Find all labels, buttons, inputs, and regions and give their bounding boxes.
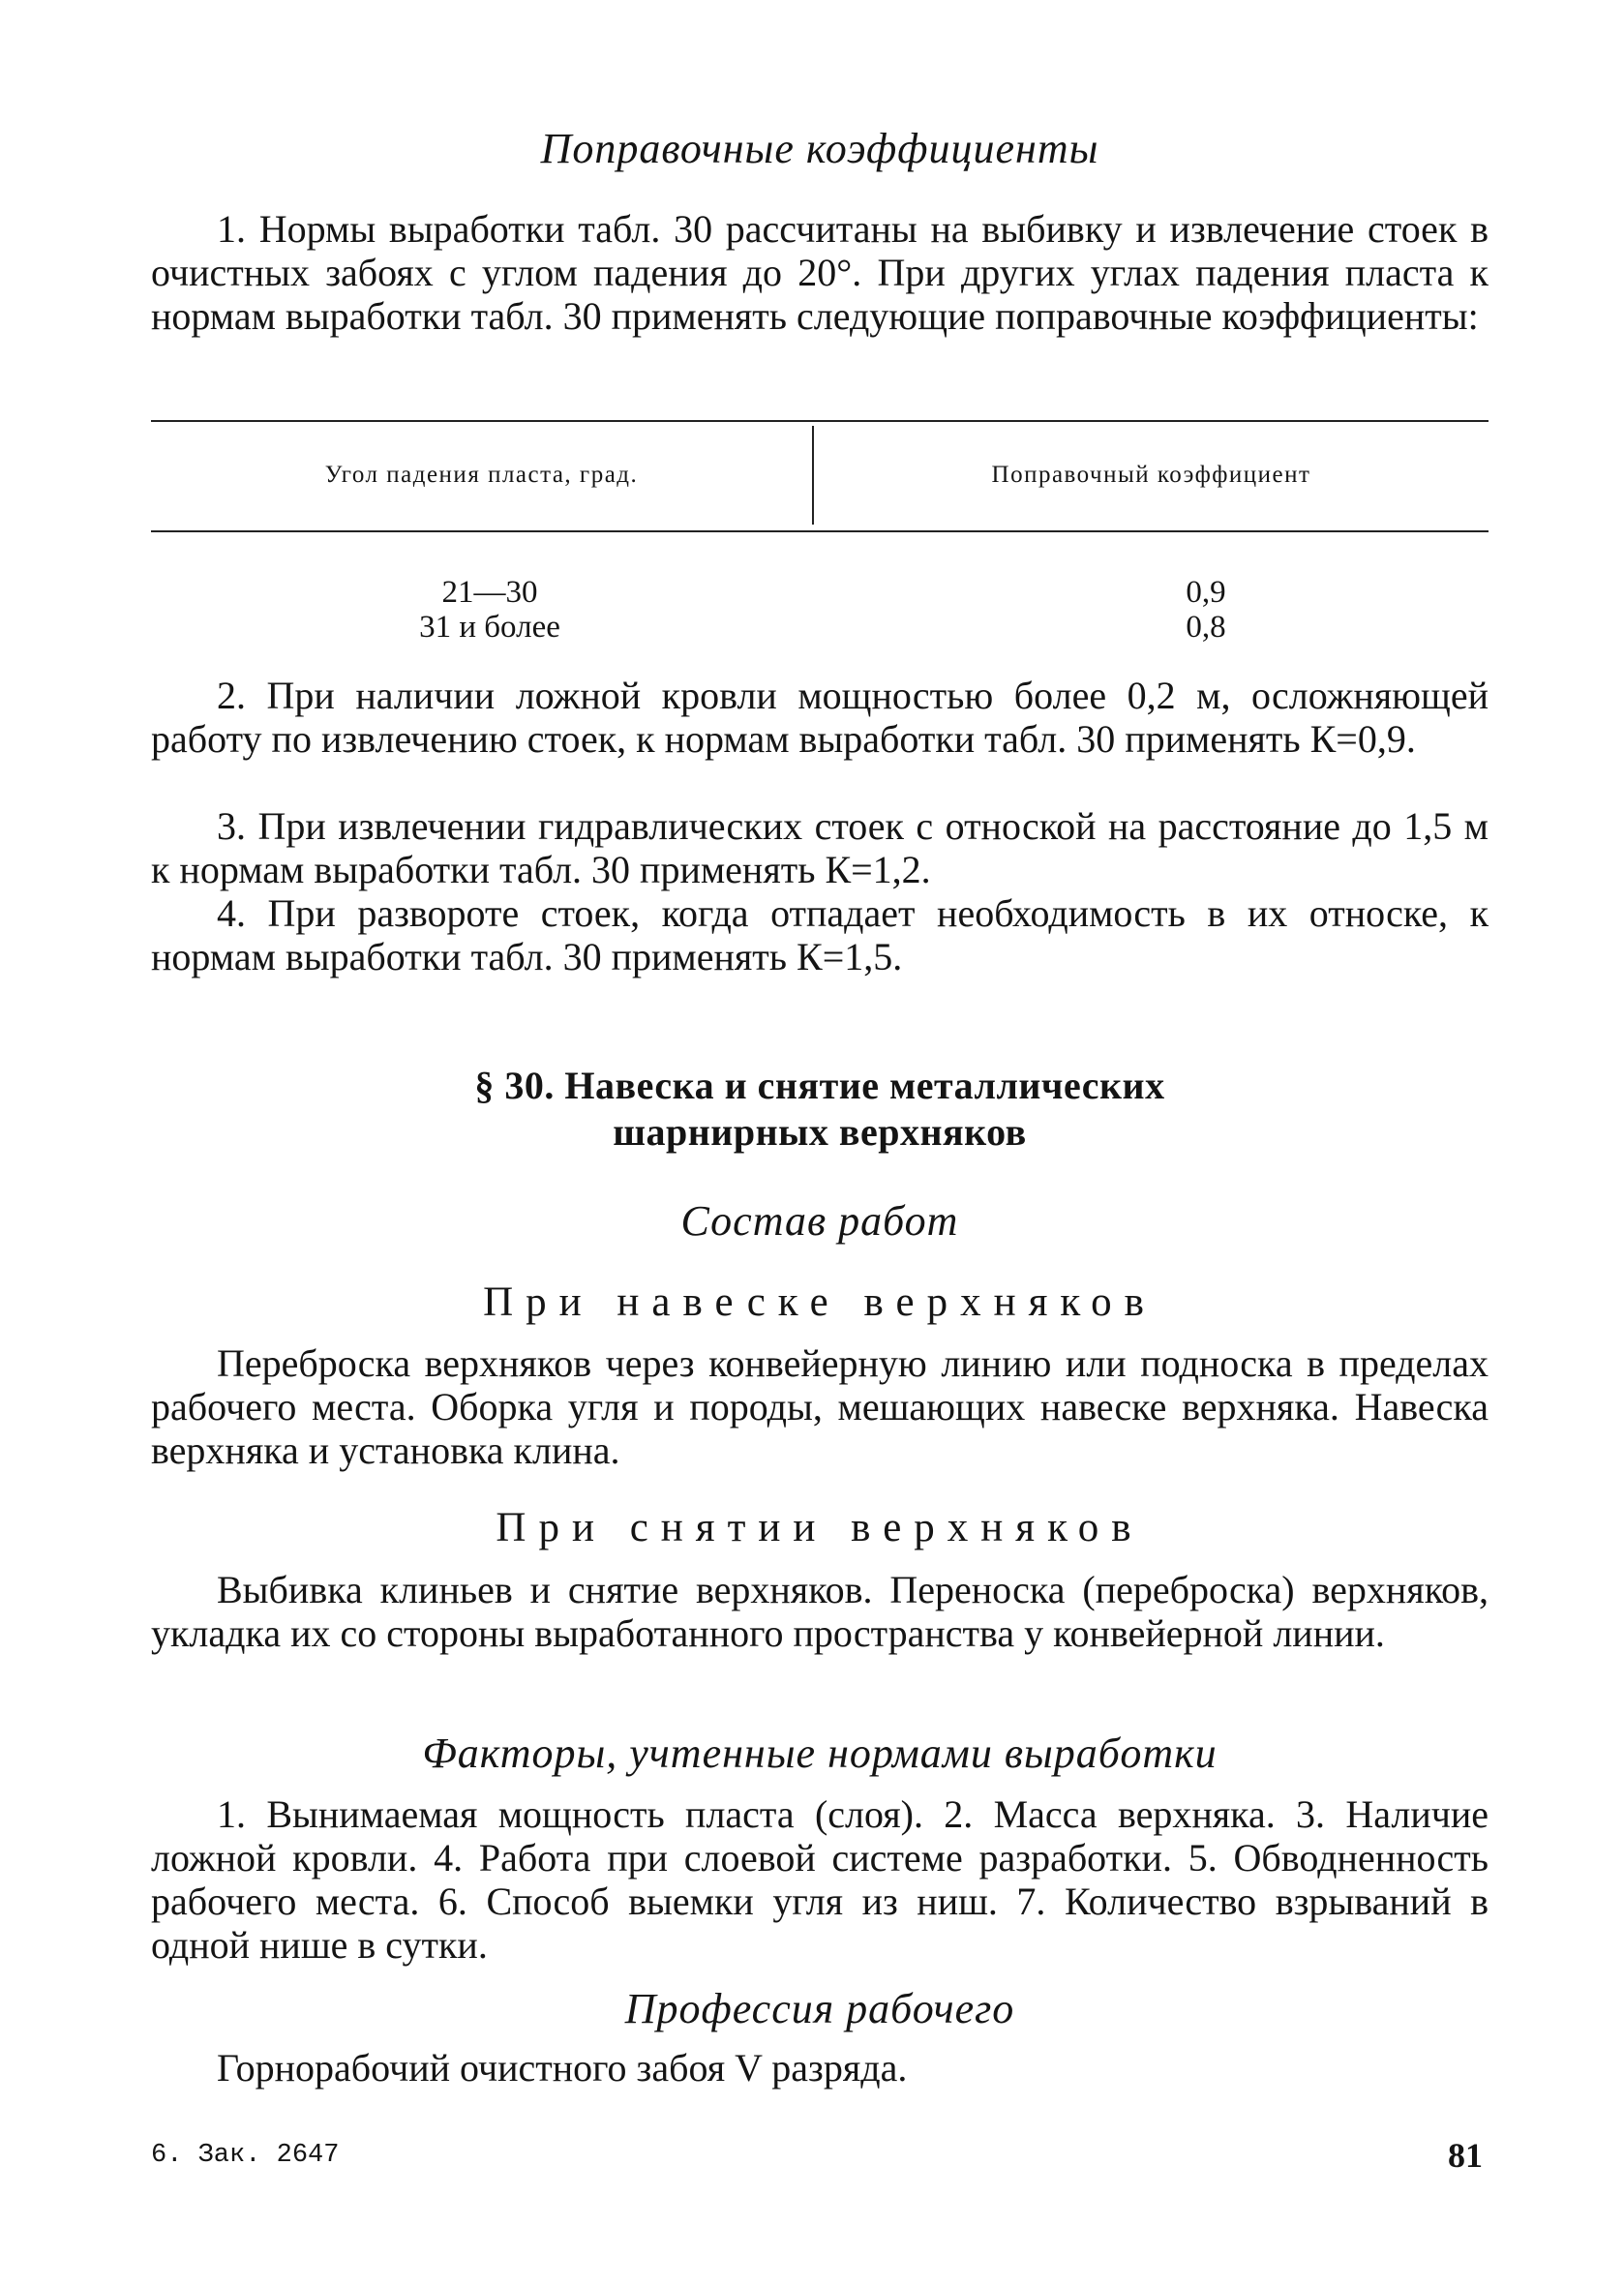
corrections-table: [151, 420, 1489, 643]
table-cell-coefficient: 0,9: [1186, 575, 1226, 610]
section-title: [151, 1063, 1489, 1156]
factors-heading: Факторы, учтенные нормами выработки: [422, 1730, 1218, 1777]
corrections-heading: Поправочные коэффициенты: [540, 125, 1099, 172]
section-title-line-2: шарнирных верхняков: [613, 1110, 1027, 1154]
removal-heading: При снятии верхняков: [496, 1505, 1144, 1550]
hanging-description: Переброска верхняков через конвейерную линию или подноска в пределах рабочего места. Оборка угля и породы, мешающих навеске верхняка. Навеска верхняка и установка клина.: [151, 1341, 1489, 1472]
work-composition-heading: Состав работ: [680, 1197, 959, 1245]
hanging-heading: При навеске верхняков: [483, 1279, 1157, 1325]
table-header-rule: [151, 530, 1489, 532]
document-page: [151, 0, 1489, 2286]
table-cell-angle: 31 и более: [419, 610, 560, 645]
section-title-line-1: § 30. Навеска и снятие металлических: [474, 1064, 1165, 1107]
removal-description: Выбивка клиньев и снятие верхняков. Переноска (переброска) верхняков, укладка их со стороны выработанного пространства у конвейерной линии.: [151, 1568, 1489, 1655]
profession-description: Горнорабочий очистного забоя V разряда.: [217, 2046, 908, 2090]
page-number: 81: [1448, 2136, 1483, 2175]
table-cell-coefficient: 0,8: [1186, 610, 1226, 645]
table-header-angle: Угол падения пласта, град.: [324, 462, 639, 488]
table-header-coefficient: Поправочный коэффициент: [991, 462, 1311, 488]
corrections-item-2: 2. При наличии ложной кровли мощностью более 0,2 м, осложняющей работу по извлечению стоек, к нормам выработки табл. 30 применять К=0,9.: [151, 674, 1489, 761]
table-top-rule: [151, 420, 1489, 422]
corrections-item-4: 4. При развороте стоек, когда отпадает необходимость в их относке, к нормам выработки табл. 30 применять К=1,5.: [151, 891, 1489, 978]
print-signature: 6. Зак. 2647: [151, 2141, 340, 2170]
factors-description: 1. Вынимаемая мощность пласта (слоя). 2. Масса верхняка. 3. Наличие ложной кровли. 4. Работа при слоевой системе разработки. 5. Обводненность рабочего места. 6. Способ выемки угля из ниш. 7. Количество взрываний в одной нише в сутки.: [151, 1792, 1489, 1967]
corrections-item-1: 1. Нормы выработки табл. 30 рассчитаны на выбивку и извлечение стоек в очистных забоях с углом падения до 20°. При других углах падения пласта к нормам выработки табл. 30 применять следующие поправочные коэффициенты:: [151, 207, 1489, 338]
corrections-item-3: 3. При извлечении гидравлических стоек с отноской на расстояние до 1,5 м к нормам выработки табл. 30 применять К=1,2.: [151, 804, 1489, 891]
profession-heading: Профессия рабочего: [624, 1985, 1015, 2032]
table-cell-angle: 21—30: [441, 575, 538, 610]
